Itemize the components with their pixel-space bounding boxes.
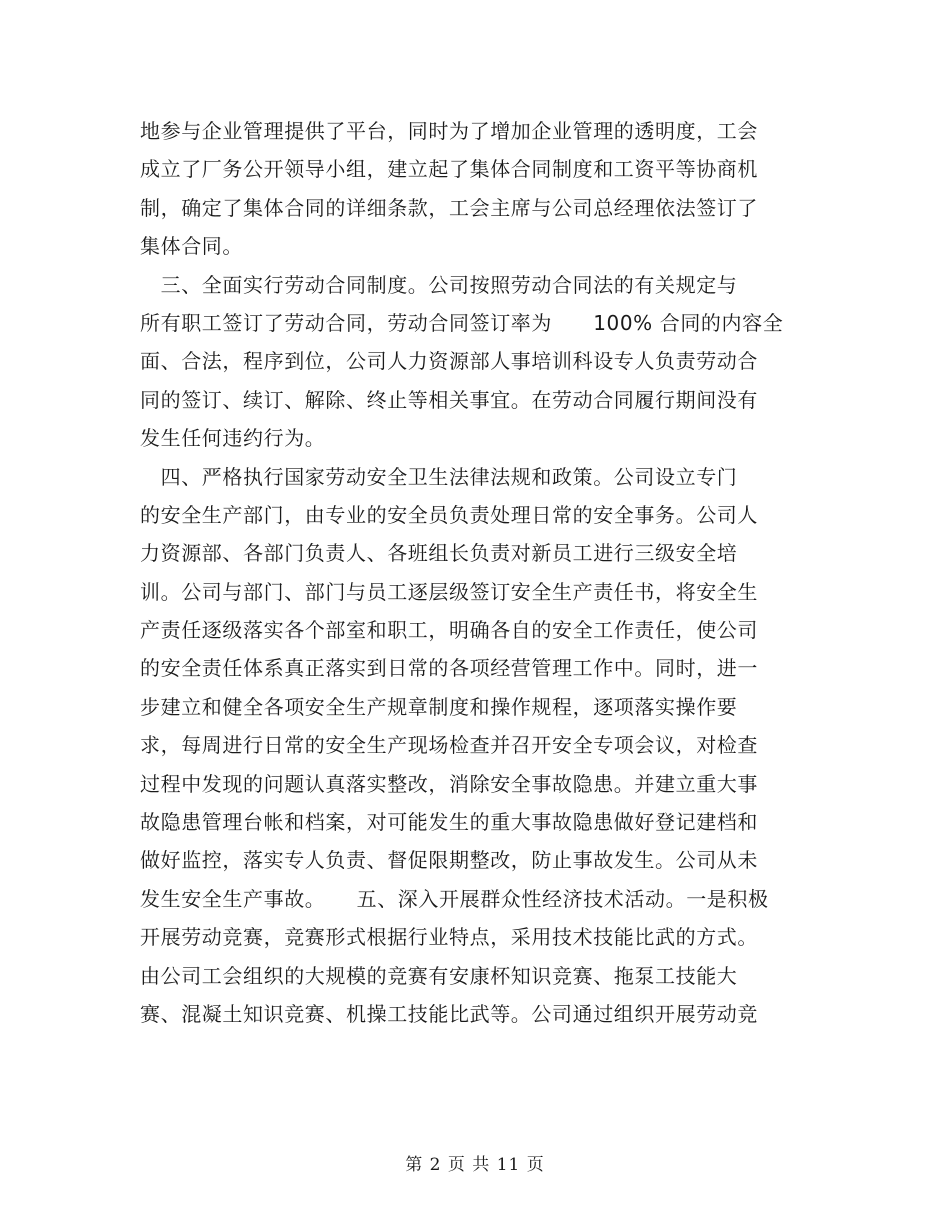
text-line: 步建立和健全各项安全生产规章制度和操作规程，逐项落实操作要 [140, 694, 738, 719]
text-line: 做好监控，落实专人负责、督促限期整改，防止事故发生。公司从未 [140, 848, 758, 873]
text-line: 地参与企业管理提供了平台，同时为了增加企业管理的透明度，工会 [140, 119, 758, 143]
text-line: 发生安全生产事故。 五、深入开展群众性经济技术活动。一是积极 [140, 886, 769, 911]
text-line: 集体合同。 [140, 234, 243, 259]
page-number-footer: 第 2 页 共 11 页 [405, 1155, 545, 1175]
text-line: 制，确定了集体合同的详细条款，工会主席与公司总经理依法签订了 [140, 195, 758, 220]
text-line: 同的签订、续订、解除、终止等相关事宜。在劳动合同履行期间没有 [140, 387, 758, 412]
text-line: 成立了厂务公开领导小组，建立起了集体合同制度和工资平等协商机 [140, 157, 758, 182]
text-line: 开展劳动竞赛，竞赛形式根据行业特点，采用技术技能比武的方式。 [140, 925, 758, 950]
text-line: 过程中发现的问题认真落实整改，消除安全事故隐患。并建立重大事 [140, 771, 758, 796]
text-line: 力资源部、各部门负责人、各班组长负责对新员工进行三级安全培 [140, 541, 738, 566]
text-line: 三、全面实行劳动合同制度。公司按照劳动合同法的有关规定与 [140, 272, 738, 297]
text-line: 由公司工会组织的大规模的竞赛有安康杯知识竞赛、拖泵工技能大 [140, 963, 738, 988]
text-line: 产责任逐级落实各个部室和职工，明确各自的安全工作责任，使公司 [140, 618, 758, 643]
text-line: 故隐患管理台帐和档案，对可能发生的重大事故隐患做好登记建档和 [140, 810, 758, 835]
body-text [140, 112, 784, 1033]
text-line: 求，每周进行日常的安全生产现场检查并召开安全专项会议，对检查 [140, 733, 758, 758]
text-line: 所有职工签订了劳动合同，劳动合同签订率为 100% 合同的内容全 [140, 310, 784, 335]
text-line: 赛、混凝土知识竞赛、机操工技能比武等。公司通过组织开展劳动竞 [140, 1001, 758, 1026]
text-line: 的安全生产部门，由专业的安全员负责处理日常的安全事务。公司人 [140, 502, 758, 527]
text-line: 面、合法，程序到位，公司人力资源部人事培训科设专人负责劳动合 [140, 349, 758, 374]
text-line: 发生任何违约行为。 [140, 426, 326, 451]
text-line: 的安全责任体系真正落实到日常的各项经营管理工作中。同时，进一 [140, 656, 758, 681]
text-line: 训。公司与部门、部门与员工逐层级签订安全生产责任书，将安全生 [140, 579, 758, 604]
text-line: 四、严格执行国家劳动安全卫生法律法规和政策。公司设立专门 [140, 464, 738, 489]
